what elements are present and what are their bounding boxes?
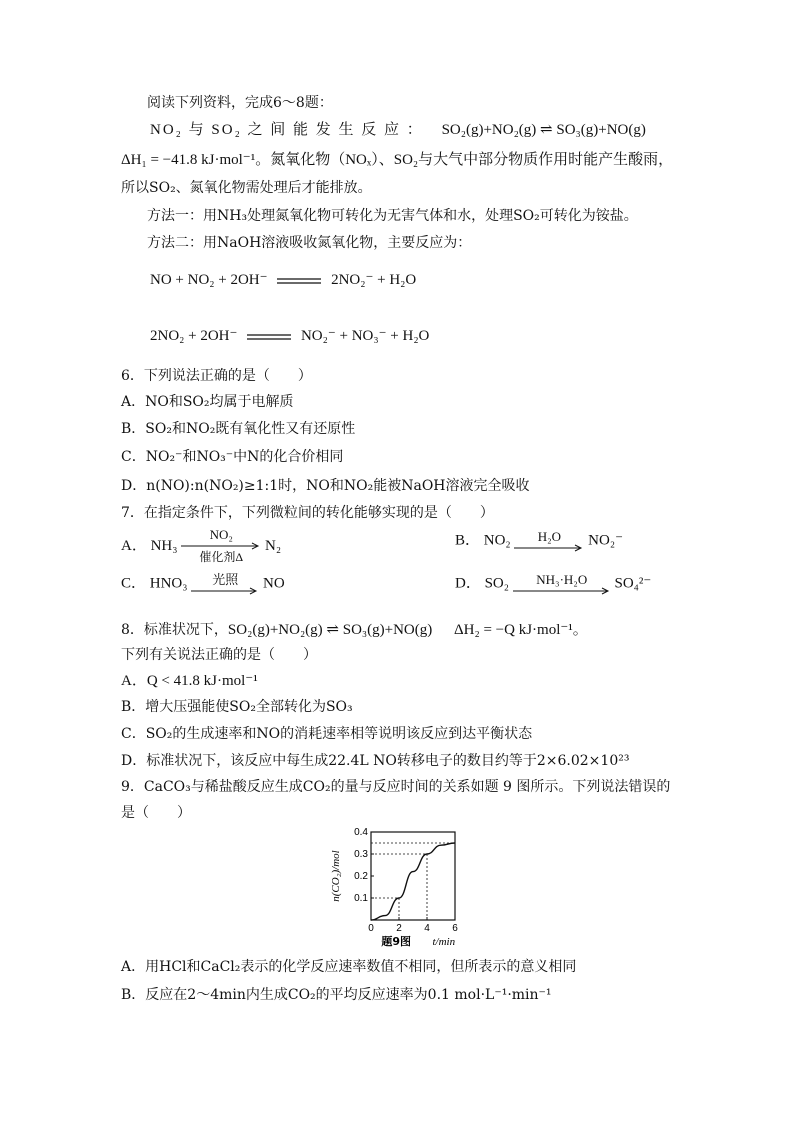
passage-line-2-rest: 。氮氧化物（NOₓ）、SO₂与大气中部分物质作用时能产生酸雨， [255, 152, 674, 168]
reaction-lead: NO₂ 与 SO₂ 之 间 能 发 生 反 应 ： [150, 122, 424, 138]
q9-option-a[interactable]: A．用HCl和CaCl₂表示的化学反应速率数值不相同，但所表示的意义相同 [121, 959, 577, 975]
series-line [371, 843, 455, 920]
eq1-left: NO + NO₂ + 2OH⁻ [150, 272, 268, 288]
q8-stem-b: 下列有关说法正确的是（ ） [121, 647, 317, 663]
q7-b-label: B． [455, 532, 481, 549]
y-tick-label: 0.2 [354, 871, 368, 882]
q9-stem-2: 是（ ） [121, 805, 191, 821]
dh1-value: ΔH₁ = −41.8 kJ·mol⁻¹ [121, 152, 256, 168]
q8-stem-a: 8．标准状况下， [121, 622, 228, 638]
method-two: 方法二：用NaOH溶液吸收氮氧化物，主要反应为： [147, 235, 472, 251]
q7-c-right: NO [263, 575, 285, 592]
q7-stem: 7．在指定条件下，下列微粒间的转化能够实现的是（ ） [121, 505, 494, 521]
q7-option-d[interactable] [455, 573, 651, 603]
equation-1 [150, 270, 416, 291]
eq2-right: NO₂⁻ + NO₃⁻ + H₂O [300, 328, 430, 344]
figure-caption: 题9图 [381, 935, 412, 948]
q8-reaction: SO₂(g)+NO₂(g) ⇌ SO₃(g)+NO(g) [227, 622, 433, 638]
q8-dh2: ΔH₂ = −Q kJ·mol⁻¹。 [454, 622, 588, 638]
x-tick-label: 2 [396, 923, 402, 934]
equation-2 [150, 326, 429, 347]
q7-c-label: C． [121, 575, 147, 592]
passage-line-2 [121, 150, 673, 170]
x-axis-label: t/min [432, 936, 456, 948]
q7-d-left: SO₂ [484, 575, 509, 592]
passage-reaction-line [150, 120, 646, 140]
q7-a-arrow [181, 528, 261, 564]
q7-c-arrow [191, 573, 259, 595]
right-arrow-icon [191, 587, 259, 595]
q8-option-b[interactable]: B．增大压强能使SO₂全部转化为SO₃ [121, 699, 353, 715]
q7-d-arrow [513, 573, 611, 595]
y-tick-label: 0.1 [354, 893, 368, 904]
reaction-equation: SO₂(g)+NO₂(g) ⇌ SO₃(g)+NO(g) [441, 122, 646, 138]
q8-option-c[interactable]: C．SO₂的生成速率和NO的消耗速率相等说明该反应到达平衡状态 [121, 726, 533, 742]
q8-option-d[interactable]: D．标准状况下，该反应中每生成22.4L NO转移电子的数目约等于2×6.02×10²³ [121, 753, 630, 769]
passage-heading: 阅读下列资料，完成6～8题： [147, 95, 333, 111]
equal-sign-icon [277, 271, 321, 291]
q7-option-a[interactable] [121, 528, 281, 568]
right-arrow-icon [513, 587, 611, 595]
q6-option-b[interactable]: B．SO₂和NO₂既有氧化性又有还原性 [121, 421, 356, 437]
q6-option-c[interactable]: C．NO₂⁻和NO₃⁻中N的化合价相同 [121, 449, 344, 465]
q6-option-d[interactable]: D．n(NO):n(NO₂)≥1:1时，NO和NO₂能被NaOH溶液完全吸收 [121, 478, 530, 494]
q7-b-right: NO₂⁻ [588, 532, 623, 549]
q6-option-a[interactable]: A．NO和SO₂均属于电解质 [121, 394, 294, 410]
q7-a-condition-top: NO₂ [209, 527, 233, 542]
eq2-left: 2NO₂ + 2OH⁻ [150, 328, 238, 344]
q7-c-condition-top: 光照 [212, 572, 239, 587]
q7-d-label: D． [455, 575, 481, 592]
q7-option-c[interactable] [121, 573, 285, 603]
y-axis-label: n(CO₂)/mol [330, 850, 342, 902]
y-tick-label: 0.4 [354, 828, 368, 838]
equal-sign-icon [247, 327, 291, 347]
q8-stem-line [121, 620, 588, 640]
q9-option-b[interactable]: B．反应在2～4min内生成CO₂的平均反应速率为0.1 mol·L⁻¹·min⁻¹ [121, 987, 552, 1003]
q6-stem: 6．下列说法正确的是（ ） [121, 368, 312, 384]
q7-d-right: SO₄²⁻ [614, 575, 652, 592]
q7-a-label: A． [121, 538, 147, 554]
q7-c-left: HNO₃ [149, 575, 188, 592]
q7-a-left: NH₃ [150, 538, 178, 554]
x-tick-label: 4 [424, 923, 430, 934]
q7-a-condition-bottom: 催化剂Δ [199, 550, 244, 564]
y-tick-label: 0.3 [354, 849, 368, 860]
right-arrow-icon [514, 544, 584, 552]
method-one: 方法一：用NH₃处理氮氧化物可转化为无害气体和水，处理SO₂可转化为铵盐。 [147, 208, 638, 224]
figure-9-chart [325, 828, 475, 950]
q7-option-b[interactable] [455, 530, 623, 560]
q7-b-left: NO₂ [483, 532, 511, 549]
q9-stem-1: 9．CaCO₃与稀盐酸反应生成CO₂的量与反应时间的关系如题 9 图所示。下列说法错误的 [121, 779, 671, 795]
q8-option-a[interactable]: A．Q < 41.8 kJ·mol⁻¹ [121, 673, 258, 689]
x-tick-label: 0 [368, 923, 374, 934]
passage-line-3: 所以SO₂、氮氧化物需处理后才能排放。 [121, 180, 372, 196]
q7-b-condition-top: H₂O [537, 529, 562, 544]
q7-b-arrow [514, 530, 584, 552]
q7-a-right: N₂ [265, 538, 282, 554]
q7-d-condition-top: NH₃·H₂O [536, 572, 588, 587]
right-arrow-icon [181, 542, 261, 550]
x-tick-label: 6 [452, 923, 458, 934]
eq1-right: 2NO₂⁻ + H₂O [331, 272, 417, 288]
